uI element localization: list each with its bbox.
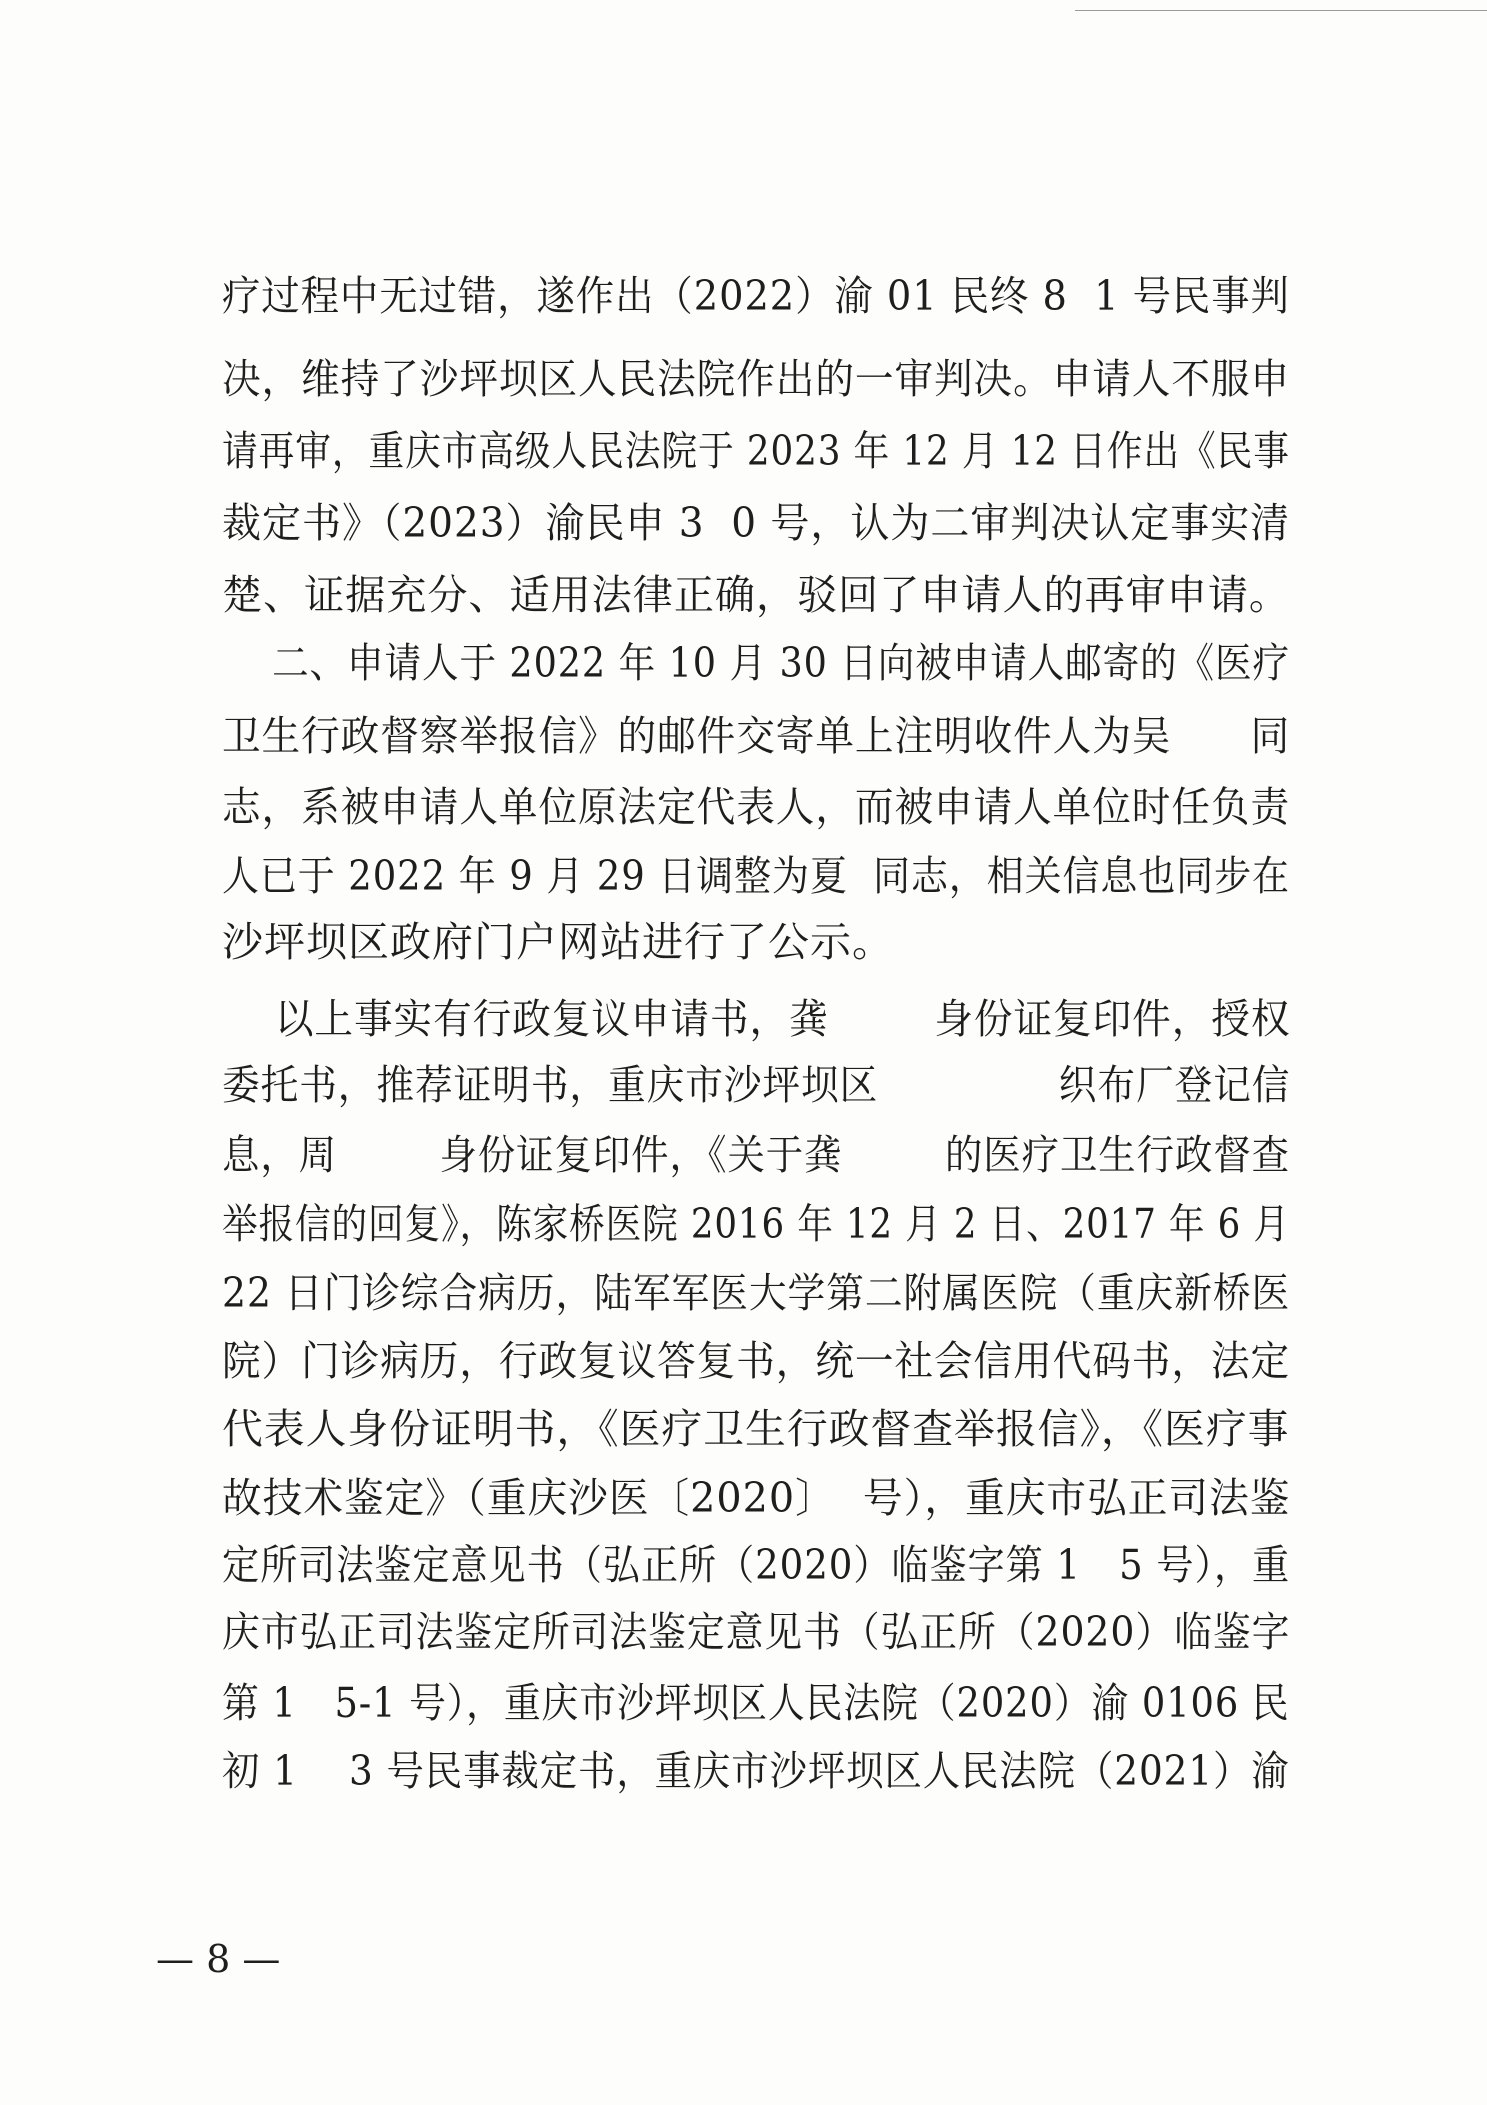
text-line: 决，维持了沙坪坝区人民法院作出的一审判决。申请人不服申 bbox=[222, 355, 1291, 403]
text-line: 请再审，重庆市高级人民法院于 2023 年 12 月 12 日作出《民事 bbox=[222, 427, 1290, 475]
text-line: 息，周 身份证复印件，《关于龚 的医疗卫生行政督查 bbox=[222, 1131, 1291, 1179]
text-line: 裁定书》（2023）渝民申 3 0 号，认为二审判决认定事实清 bbox=[222, 499, 1291, 547]
text-line: 故技术鉴定》（重庆沙医〔2020〕 号），重庆市弘正司法鉴 bbox=[222, 1474, 1291, 1522]
text-line: 举报信的回复》，陈家桥医院 2016 年 12 月 2 日、2017 年 6 月 bbox=[222, 1200, 1290, 1248]
text-line: 庆市弘正司法鉴定所司法鉴定意见书（弘正所（2020）临鉴字 bbox=[222, 1608, 1291, 1656]
text-line: 卫生行政督察举报信》的邮件交寄单上注明收件人为吴 同 bbox=[222, 712, 1291, 760]
text-line: 以上事实有行政复议申请书，龚 身份证复印件，授权 bbox=[222, 995, 1291, 1043]
text-line: 定所司法鉴定意见书（弘正所（2020）临鉴字第 1 5 号），重 bbox=[222, 1541, 1291, 1589]
text-line: 院）门诊病历，行政复议答复书，统一社会信用代码书，法定 bbox=[222, 1337, 1291, 1385]
text-line: 第 1 5-1 号），重庆市沙坪坝区人民法院（2020）渝 0106 民 bbox=[222, 1679, 1290, 1727]
text-line: 二、申请人于 2022 年 10 月 30 日向被申请人邮寄的《医疗 bbox=[222, 639, 1290, 687]
text-line: 委托书，推荐证明书，重庆市沙坪坝区 织布厂登记信 bbox=[222, 1061, 1291, 1109]
text-line: 楚、证据充分、适用法律正确，驳回了申请人的再审申请。 bbox=[222, 571, 1290, 619]
text-line: 代表人身份证明书，《医疗卫生行政督查举报信》，《医疗事 bbox=[222, 1405, 1290, 1453]
text-line: 初 1 3 号民事裁定书，重庆市沙坪坝区人民法院（2021）渝 bbox=[222, 1747, 1290, 1795]
page-number: — 8 — bbox=[156, 1937, 281, 1981]
text-line: 志，系被申请人单位原法定代表人，而被申请人单位时任负责 bbox=[222, 783, 1291, 831]
text-line: 沙坪坝区政府门户网站进行了公示。 bbox=[222, 918, 894, 966]
text-line: 疗过程中无过错，遂作出（2022）渝 01 民终 8 1 号民事判 bbox=[222, 272, 1290, 320]
text-line: 人已于 2022 年 9 月 29 日调整为夏 同志，相关信息也同步在 bbox=[222, 852, 1290, 900]
scan-edge-rule bbox=[1075, 10, 1487, 11]
text-line: 22 日门诊综合病历，陆军军医大学第二附属医院（重庆新桥医 bbox=[222, 1269, 1291, 1317]
